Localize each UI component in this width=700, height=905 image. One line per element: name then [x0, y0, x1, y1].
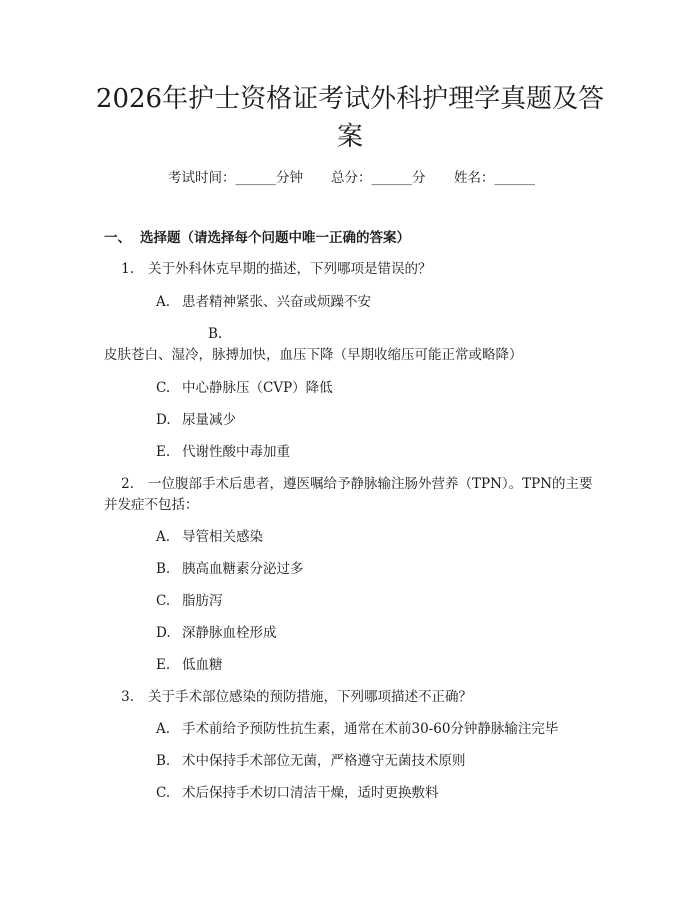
question-3-option-a	[104, 719, 596, 740]
question-2-option-b	[104, 559, 596, 580]
option-text: 代谢性酸中毒加重	[182, 444, 290, 460]
option-letter: C.	[156, 380, 171, 396]
option-letter: B.	[156, 753, 171, 769]
option-text: 胰高血糖素分泌过多	[182, 561, 304, 577]
section-heading	[104, 228, 604, 248]
option-text: 患者精神紧张、兴奋或烦躁不安	[182, 294, 371, 310]
question-3	[104, 687, 596, 708]
option-text: 中心静脉压（CVP）降低	[182, 380, 333, 396]
option-text: 低血糖	[182, 657, 223, 673]
option-letter: A.	[156, 294, 171, 310]
question-2-option-c	[104, 591, 596, 612]
question-number: 2.	[121, 476, 134, 492]
question-2-option-d	[104, 623, 596, 644]
option-letter: D.	[156, 412, 171, 428]
question-1-option-c	[104, 378, 596, 399]
question-2-option-a	[104, 527, 596, 548]
question-text: 关于外科休克早期的描述，下列哪项是错误的？	[148, 261, 432, 277]
name-field: 姓名：______	[454, 170, 535, 186]
question-2	[104, 474, 596, 516]
option-letter: D.	[156, 625, 171, 641]
section-label: 选择题（请选择每个问题中唯一正确的答案）	[140, 230, 410, 246]
option-letter: A.	[156, 721, 171, 737]
option-letter: E.	[156, 444, 171, 460]
question-number: 1.	[121, 261, 134, 277]
option-letter: C.	[156, 593, 171, 609]
question-2-option-e	[104, 655, 596, 676]
option-letter: A.	[156, 529, 171, 545]
option-letter: E.	[156, 657, 171, 673]
option-text: 尿量减少	[182, 412, 236, 428]
section-number: 一、	[104, 230, 131, 246]
question-3-option-b	[104, 751, 596, 772]
question-text: 关于手术部位感染的预防措施，下列哪项描述不正确？	[148, 689, 472, 705]
total-score-field: 总分：______分	[331, 170, 426, 186]
option-letter: B.	[208, 326, 223, 342]
option-text: 皮肤苍白、湿冷，脉搏加快，血压下降（早期收缩压可能正常或略降）	[104, 347, 523, 363]
option-text: 术中保持手术部位无菌，严格遵守无菌技术原则	[182, 753, 466, 769]
exam-time-field: 考试时间：______分钟	[168, 170, 303, 186]
option-letter: C.	[156, 785, 171, 801]
question-3-option-c	[104, 783, 596, 804]
question-1-option-a	[104, 292, 596, 313]
option-text: 术后保持手术切口清洁干燥，适时更换敷料	[182, 785, 439, 801]
page-title: 2026年护士资格证考试外科护理学真题及答案	[95, 84, 605, 152]
question-1-option-e	[104, 442, 596, 463]
question-1	[104, 259, 596, 280]
option-text: 手术前给予预防性抗生素，通常在术前30-60分钟静脉输注完毕	[182, 721, 559, 737]
question-1-option-d	[104, 410, 596, 431]
option-text: 导管相关感染	[182, 529, 263, 545]
question-1-option-b	[104, 324, 596, 366]
question-text: 一位腹部手术后患者，遵医嘱给予静脉输注肠外营养（TPN）。TPN的主要并发症不包括：	[104, 476, 593, 513]
option-text: 深静脉血栓形成	[182, 625, 277, 641]
option-text: 脂肪泻	[182, 593, 223, 609]
option-letter: B.	[156, 561, 171, 577]
question-number: 3.	[121, 689, 134, 705]
